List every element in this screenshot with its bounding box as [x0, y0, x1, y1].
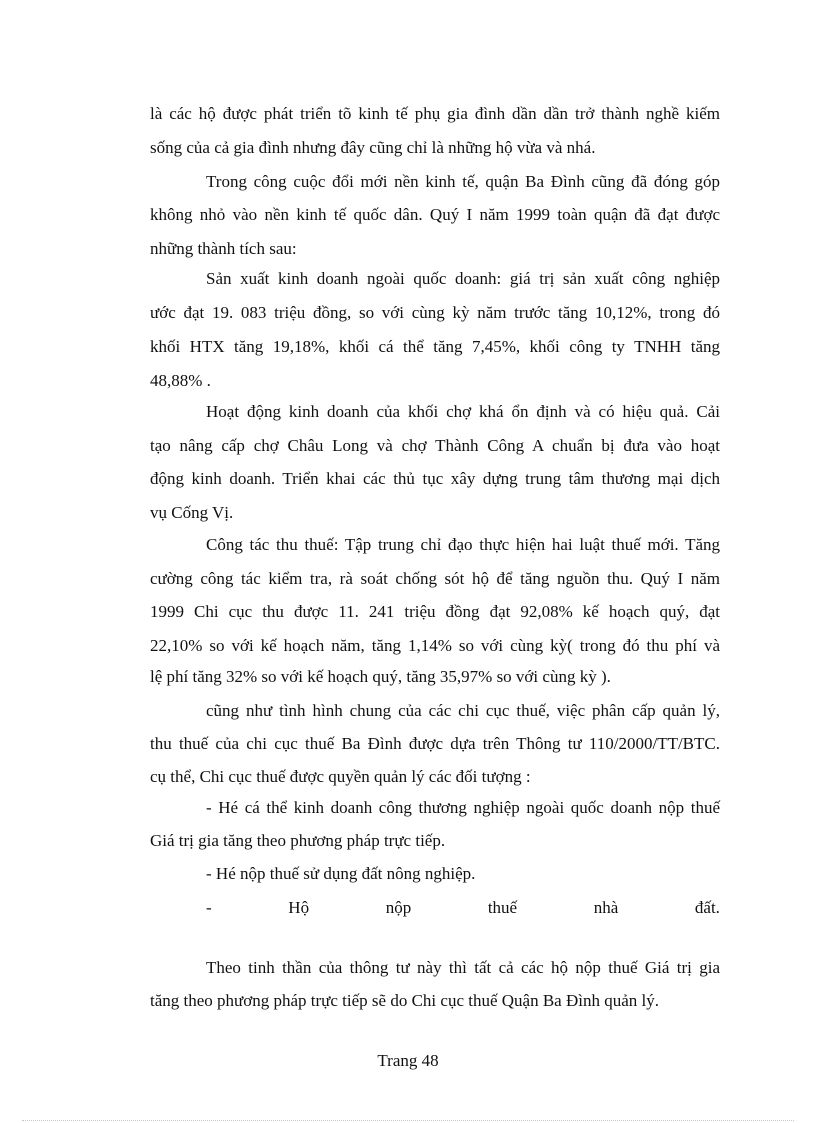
text-line: 1999 Chi cục thu được 11. 241 triệu đồng đạt 92,08% kế hoạch quý, đạt	[150, 602, 720, 621]
text-line: Trong công cuộc đổi mới nền kinh tế, quận Ba Đình cũng đã đóng góp	[206, 172, 720, 191]
text-line: Công tác thu thuế: Tập trung chỉ đạo thực hiện hai luật thuế mới. Tăng	[206, 535, 720, 554]
page-number: Trang 48	[377, 1051, 439, 1070]
spread-word: -	[206, 898, 212, 917]
page-bottom-divider	[22, 1120, 794, 1121]
text-line: 48,88% .	[150, 371, 211, 390]
text-line: tăng theo phương pháp trực tiếp sẽ do Chi cục thuế Quận Ba Đình quản lý.	[150, 991, 659, 1010]
text-line: Sản xuất kinh doanh ngoài quốc doanh: giá trị sản xuất công nghiệp	[206, 269, 720, 288]
text-line: là các hộ được phát triển tõ kinh tế phụ gia đình dần dần trở thành nghề kiếm	[150, 104, 720, 123]
text-line: những thành tích sau:	[150, 239, 297, 258]
text-line: cũng như tình hình chung của các chi cục thuế, việc phân cấp quản lý,	[206, 701, 720, 720]
spread-word: đất.	[694, 898, 720, 917]
text-line: cường công tác kiểm tra, rà soát chống sót hộ để tăng nguồn thu. Quý I năm	[150, 569, 720, 588]
text-line: cụ thể, Chi cục thuế được quyền quản lý các đối tượng :	[150, 767, 531, 786]
text-line: tạo nâng cấp chợ Châu Long và chợ Thành Công A chuẩn bị đưa vào hoạt	[150, 436, 720, 455]
text-line: Giá trị gia tăng theo phương pháp trực tiếp.	[150, 831, 446, 850]
list-item: - Hé cá thể kinh doanh công thương nghiệp ngoài quốc doanh nộp thuế	[206, 798, 720, 817]
text-line: Theo tinh thần của thông tư này thì tất cả các hộ nộp thuế Giá trị gia	[206, 958, 720, 977]
text-line: khối HTX tăng 19,18%, khối cá thể tăng 7,45%, khối công ty TNHH tăng	[150, 337, 720, 356]
text-line: ước đạt 19. 083 triệu đồng, so với cùng kỳ năm trước tăng 10,12%, trong đó	[150, 303, 720, 322]
spread-word: nộp	[385, 898, 412, 917]
text-line: Hoạt động kinh doanh của khối chợ khá ổn định và có hiệu quả. Cải	[206, 402, 720, 421]
text-line: 22,10% so với kế hoạch năm, tăng 1,14% so với cùng kỳ( trong đó thu phí và	[150, 636, 720, 655]
text-line: sống của cả gia đình nhưng đây cũng chỉ là những hộ vừa và nhá.	[150, 138, 596, 157]
list-item: - Hé nộp thuế sử dụng đất nông nghiệp.	[206, 864, 476, 883]
text-line: động kinh doanh. Triển khai các thủ tục xây dựng trung tâm thương mại dịch	[150, 469, 720, 488]
text-line: lệ phí tăng 32% so với kế hoạch quý, tăng 35,97% so với cùng kỳ ).	[150, 667, 611, 686]
spread-word: thuế	[487, 898, 518, 917]
text-line: thu thuế của chi cục thuế Ba Đình được dựa trên Thông tư 110/2000/TT/BTC.	[150, 734, 720, 753]
list-item-spread	[206, 897, 720, 919]
text-line: không nhỏ vào nền kinh tế quốc dân. Quý I năm 1999 toàn quận đã đạt được	[150, 205, 720, 224]
text-line: vụ Cống Vị.	[150, 503, 234, 522]
spread-word: Hộ	[288, 898, 310, 917]
spread-word: nhà	[593, 898, 619, 917]
